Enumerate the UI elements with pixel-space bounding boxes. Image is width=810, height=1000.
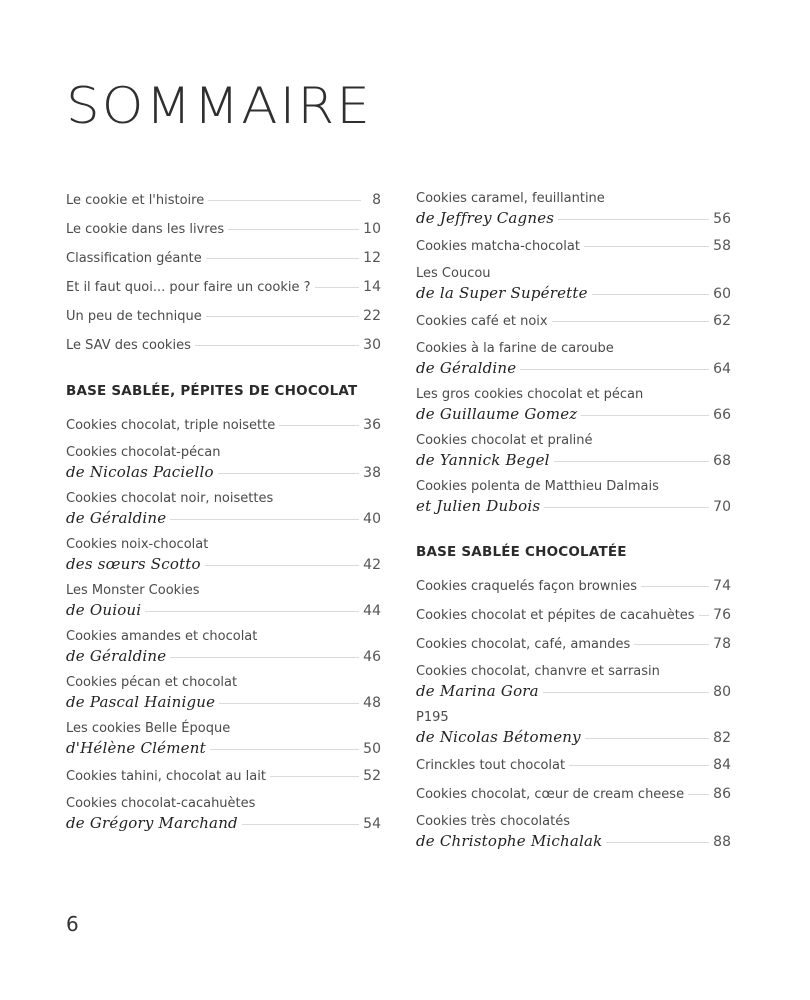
dot-leader xyxy=(206,258,359,259)
dot-leader xyxy=(315,287,360,288)
entry-title: Les cookies Belle Époque xyxy=(66,721,231,736)
dot-leader xyxy=(218,473,360,474)
dot-leader xyxy=(210,749,359,750)
page-number: 46 xyxy=(363,649,381,665)
section-heading: BASE SABLÉE CHOCOLATÉE xyxy=(416,544,627,560)
toc-entry[interactable] xyxy=(416,605,731,625)
toc-entry[interactable] xyxy=(66,219,381,239)
dot-leader xyxy=(581,415,709,416)
entry-title: Les Monster Cookies xyxy=(66,583,200,598)
toc-entry[interactable] xyxy=(416,576,731,596)
entry-title: Cookies café et noix xyxy=(416,314,548,329)
toc-entry[interactable] xyxy=(416,386,731,424)
entry-title: Classification géante xyxy=(66,251,202,266)
dot-leader xyxy=(592,294,709,295)
entry-title: Les Coucou xyxy=(416,266,491,281)
toc-entry[interactable] xyxy=(66,306,381,326)
entry-title: Cookies caramel, feuillantine xyxy=(416,191,605,206)
dot-leader xyxy=(228,229,359,230)
toc-entry[interactable] xyxy=(66,536,381,574)
dot-leader xyxy=(552,321,710,322)
page-number: 62 xyxy=(713,313,731,329)
toc-list-continued xyxy=(416,190,731,516)
page-number: 38 xyxy=(363,465,381,481)
toc-entry[interactable] xyxy=(66,795,381,833)
page-number: 64 xyxy=(713,361,731,377)
entry-title: Cookies chocolat, cœur de cream cheese xyxy=(416,787,685,802)
page-number: 48 xyxy=(363,695,381,711)
page-number: 54 xyxy=(363,816,381,832)
entry-author: des sœurs Scotto xyxy=(66,555,201,573)
page-number: 10 xyxy=(363,221,381,237)
entry-title: Et il faut quoi... pour faire un cookie ? xyxy=(66,280,311,295)
page-number: 44 xyxy=(363,603,381,619)
dot-leader xyxy=(219,703,359,704)
entry-author: de Marina Gora xyxy=(416,682,539,700)
dot-leader xyxy=(242,824,359,825)
dot-leader xyxy=(195,345,359,346)
toc-entry[interactable] xyxy=(66,248,381,268)
page-number: 70 xyxy=(713,499,731,515)
page-title: SOMMAIRE xyxy=(66,77,372,135)
toc-entry[interactable] xyxy=(66,582,381,620)
page-number: 52 xyxy=(363,768,381,784)
entry-author: d'Hélène Clément xyxy=(66,739,206,757)
toc-entry[interactable] xyxy=(66,766,381,786)
entry-title: Le SAV des cookies xyxy=(66,338,191,353)
entry-title: Un peu de technique xyxy=(66,309,202,324)
dot-leader xyxy=(585,738,709,739)
entry-title: Cookies chocolat-cacahuètes xyxy=(66,796,256,811)
entry-title: Cookies pécan et chocolat xyxy=(66,675,238,690)
dot-leader xyxy=(205,565,359,566)
entry-title: Cookies à la farine de caroube xyxy=(416,341,614,356)
dot-leader xyxy=(279,425,359,426)
entry-title: Crinckles tout chocolat xyxy=(416,758,566,773)
toc-entry[interactable] xyxy=(416,634,731,654)
page-number: 80 xyxy=(713,684,731,700)
toc-entry[interactable] xyxy=(66,628,381,666)
toc-entry[interactable] xyxy=(66,720,381,758)
dot-leader xyxy=(170,519,359,520)
entry-title: Cookies chocolat noir, noisettes xyxy=(66,491,274,506)
dot-leader xyxy=(584,246,709,247)
page-number: 74 xyxy=(713,578,731,594)
page-number: 40 xyxy=(363,511,381,527)
page-number: 8 xyxy=(372,192,381,208)
page-number: 84 xyxy=(713,757,731,773)
entry-author: et Julien Dubois xyxy=(416,497,541,515)
toc-entry[interactable] xyxy=(416,190,731,228)
page-number: 12 xyxy=(363,250,381,266)
dot-leader xyxy=(558,219,709,220)
toc-entry[interactable] xyxy=(66,277,381,297)
entry-title: Cookies chocolat, triple noisette xyxy=(66,418,276,433)
page-number: 86 xyxy=(713,786,731,802)
toc-intro-list xyxy=(66,190,381,355)
entry-title: Cookies chocolat et praliné xyxy=(416,433,593,448)
dot-leader xyxy=(145,611,359,612)
toc-column-left xyxy=(66,190,381,841)
page-number: 76 xyxy=(713,607,731,623)
toc-entry[interactable] xyxy=(416,432,731,470)
page-number: 60 xyxy=(713,286,731,302)
entry-title: Cookies très chocolatés xyxy=(416,814,570,829)
dot-leader xyxy=(543,692,709,693)
toc-entry[interactable] xyxy=(416,709,731,747)
page-number: 14 xyxy=(363,279,381,295)
page-number: 78 xyxy=(713,636,731,652)
toc-entry[interactable] xyxy=(66,415,381,435)
entry-author: de Yannick Begel xyxy=(416,451,550,469)
entry-title: Le cookie et l'histoire xyxy=(66,193,205,208)
entry-title: Cookies chocolat et pépites de cacahuètes xyxy=(416,608,695,623)
toc-entry[interactable] xyxy=(416,265,731,303)
dot-leader xyxy=(641,586,709,587)
dot-leader xyxy=(569,765,709,766)
entry-author: de Christophe Michalak xyxy=(416,832,603,850)
dot-leader xyxy=(688,794,709,795)
dot-leader xyxy=(208,200,361,201)
entry-title: Cookies amandes et chocolat xyxy=(66,629,258,644)
entry-author: de Nicolas Paciello xyxy=(66,463,214,481)
dot-leader xyxy=(544,507,709,508)
page-folio: 6 xyxy=(66,912,79,936)
toc-entry[interactable] xyxy=(416,236,731,256)
page-number: 82 xyxy=(713,730,731,746)
entry-title: Cookies polenta de Matthieu Dalmais xyxy=(416,479,659,494)
entry-author: de la Super Supérette xyxy=(416,284,588,302)
page-number: 30 xyxy=(363,337,381,353)
dot-leader xyxy=(634,644,709,645)
toc-entry[interactable] xyxy=(416,663,731,701)
page-number: 42 xyxy=(363,557,381,573)
toc-entry[interactable] xyxy=(416,813,731,851)
toc-entry[interactable] xyxy=(66,490,381,528)
dot-leader xyxy=(520,369,709,370)
entry-title: Cookies chocolat, chanvre et sarrasin xyxy=(416,664,660,679)
entry-title: Cookies craquelés façon brownies xyxy=(416,579,638,594)
toc-entry[interactable] xyxy=(66,674,381,712)
dot-leader xyxy=(170,657,359,658)
dot-leader xyxy=(699,615,710,616)
page-number: 50 xyxy=(363,741,381,757)
entry-author: de Guillaume Gomez xyxy=(416,405,578,423)
toc-entry[interactable] xyxy=(416,755,731,775)
entry-title: Cookies chocolat-pécan xyxy=(66,445,221,460)
dot-leader xyxy=(606,842,709,843)
entry-title: Cookies noix-chocolat xyxy=(66,537,209,552)
entry-title: Le cookie dans les livres xyxy=(66,222,225,237)
entry-author: de Ouioui xyxy=(66,601,142,619)
page-number: 58 xyxy=(713,238,731,254)
page-number: 56 xyxy=(713,211,731,227)
entry-author: de Jeffrey Cagnes xyxy=(416,209,555,227)
toc-section-list xyxy=(416,576,731,851)
entry-author: de Géraldine xyxy=(66,647,167,665)
entry-author: de Grégory Marchand xyxy=(66,814,238,832)
dot-leader xyxy=(270,776,359,777)
dot-leader xyxy=(206,316,359,317)
page-number: 36 xyxy=(363,417,381,433)
section-heading: BASE SABLÉE, PÉPITES DE CHOCOLAT xyxy=(66,383,358,399)
page-number: 66 xyxy=(713,407,731,423)
entry-author: de Pascal Hainigue xyxy=(66,693,216,711)
toc-entry[interactable] xyxy=(66,335,381,355)
entry-author: de Géraldine xyxy=(416,359,517,377)
page-number: 88 xyxy=(713,834,731,850)
toc-entry[interactable] xyxy=(66,444,381,482)
toc-section-list xyxy=(66,415,381,833)
toc-entry[interactable] xyxy=(66,190,381,210)
entry-title: P195 xyxy=(416,710,449,725)
toc-entry[interactable] xyxy=(416,478,731,516)
toc-entry[interactable] xyxy=(416,784,731,804)
page-number: 68 xyxy=(713,453,731,469)
entry-author: de Nicolas Bétomeny xyxy=(416,728,581,746)
entry-author: de Géraldine xyxy=(66,509,167,527)
page-number: 22 xyxy=(363,308,381,324)
entry-title: Cookies tahini, chocolat au lait xyxy=(66,769,266,784)
entry-title: Cookies matcha-chocolat xyxy=(416,239,580,254)
toc-entry[interactable] xyxy=(416,311,731,331)
entry-title: Cookies chocolat, café, amandes xyxy=(416,637,631,652)
entry-title: Les gros cookies chocolat et pécan xyxy=(416,387,644,402)
dot-leader xyxy=(554,461,709,462)
toc-entry[interactable] xyxy=(416,340,731,378)
toc-column-right xyxy=(416,190,731,859)
